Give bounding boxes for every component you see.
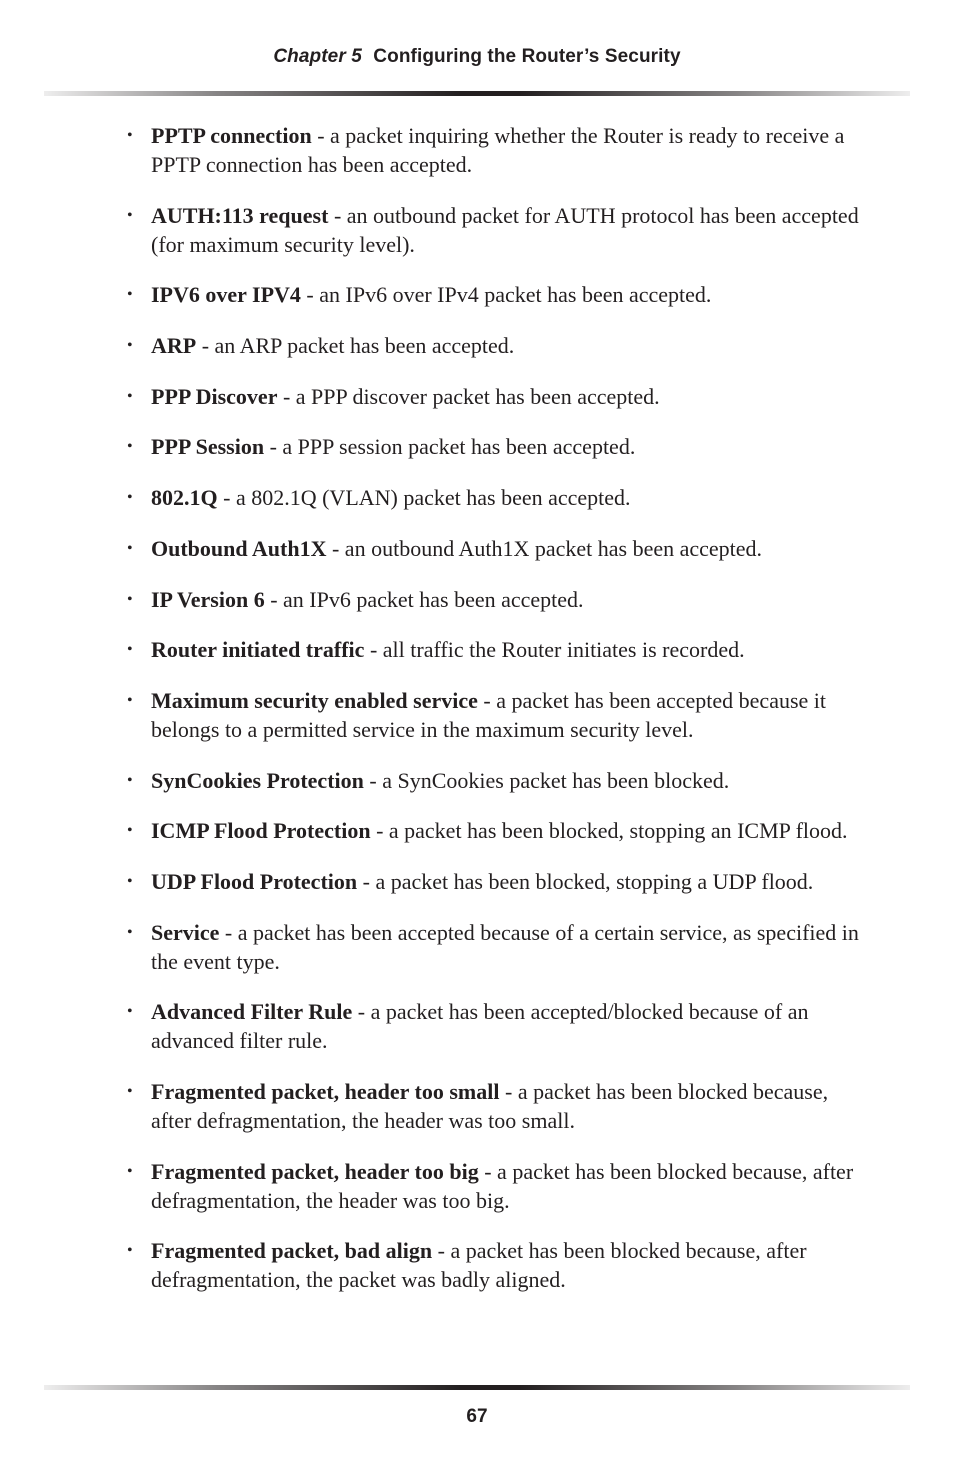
bullet-icon: •: [127, 923, 133, 941]
event-type-list: [127, 121, 872, 1294]
bullet-icon: •: [127, 872, 133, 890]
item-term: PPP Discover: [151, 383, 278, 409]
list-item: [127, 816, 872, 845]
item-term: Advanced Filter Rule: [151, 999, 353, 1025]
item-description: - an outbound Auth1X packet has been accepted.: [326, 535, 763, 561]
list-item: [127, 280, 872, 309]
item-description: - a packet has been blocked because, after defragmentation, the header was too small.: [151, 1079, 829, 1133]
item-description: - a 802.1Q (VLAN) packet has been accepted.: [217, 485, 631, 511]
bullet-icon: •: [127, 286, 133, 304]
item-description: - a PPP discover packet has been accepted.: [277, 383, 660, 409]
item-description: - an IPv6 packet has been accepted.: [264, 586, 584, 612]
bullet-icon: •: [127, 387, 133, 405]
item-term: PPTP connection: [151, 123, 312, 148]
bullet-icon: •: [127, 337, 133, 355]
item-term: ARP: [151, 333, 197, 359]
item-description: - a PPP session packet has been accepted.: [264, 434, 636, 460]
item-description: - a packet has been blocked because, after defragmentation, the packet was badly aligned.: [151, 1238, 807, 1293]
item-term: ICMP Flood Protection: [151, 818, 371, 844]
item-description: - a packet has been blocked, stopping an ICMP flood.: [370, 818, 848, 844]
bullet-icon: •: [127, 1162, 133, 1180]
bullet-icon: •: [127, 1003, 133, 1021]
item-term: Fragmented packet, bad align: [151, 1238, 433, 1264]
chapter-label: Chapter 5: [273, 46, 362, 67]
item-description: - a packet has been blocked, stopping a UDP flood.: [357, 868, 814, 894]
bullet-icon: •: [127, 1242, 133, 1260]
item-description: - a packet has been accepted because it belongs to a permitted service in the maximum security level.: [151, 687, 827, 742]
bullet-icon: •: [127, 206, 133, 224]
item-description: - a packet has been blocked because, after defragmentation, the header was too big.: [151, 1158, 854, 1213]
item-description: - a packet has been accepted/blocked because of an advanced filter rule.: [151, 999, 809, 1054]
item-term: Outbound Auth1X: [151, 535, 327, 561]
bullet-icon: •: [127, 822, 133, 840]
header-rule: [44, 91, 910, 96]
bullet-icon: •: [127, 641, 133, 659]
list-item: [127, 121, 872, 179]
bullet-icon: •: [127, 771, 133, 789]
item-term: Maximum security enabled service: [151, 687, 478, 713]
item-term: PPP Session: [151, 434, 265, 460]
list-item: [127, 635, 872, 664]
item-term: Fragmented packet, header too big: [151, 1158, 479, 1184]
item-description: - a packet has been accepted because of a certain service, as specified in the event type.: [151, 919, 859, 974]
item-term: AUTH:113 request: [151, 202, 329, 228]
item-term: IP Version 6: [151, 586, 265, 612]
item-term: SynCookies Protection: [151, 767, 364, 793]
list-item: [127, 201, 872, 259]
item-description: - an ARP packet has been accepted.: [196, 333, 515, 359]
item-description: - a SynCookies packet has been blocked.: [363, 767, 730, 793]
item-term: Service: [151, 919, 220, 945]
list-item: [127, 997, 872, 1055]
item-term: UDP Flood Protection: [151, 868, 358, 894]
list-item: [127, 766, 872, 795]
bullet-icon: •: [127, 691, 133, 709]
item-description: - a packet inquiring whether the Router is ready to receive a PPTP connection has been accepted.: [151, 123, 845, 177]
item-description: - all traffic the Router initiates is recorded.: [364, 637, 745, 663]
list-item: [127, 918, 872, 976]
chapter-title: Configuring the Router’s Security: [373, 46, 681, 67]
page-number: 67: [466, 1406, 488, 1427]
bullet-icon: •: [127, 539, 133, 557]
item-description: - an outbound packet for AUTH protocol has been accepted (for maximum security level).: [151, 202, 859, 257]
bullet-icon: •: [127, 127, 133, 144]
list-item: [127, 585, 872, 614]
bullet-icon: •: [127, 489, 133, 507]
item-term: 802.1Q: [151, 485, 218, 511]
item-term: Fragmented packet, header too small: [151, 1079, 500, 1104]
bullet-icon: •: [127, 1083, 133, 1100]
item-description: - an IPv6 over IPv4 packet has been accepted.: [300, 282, 712, 308]
running-header: [0, 46, 954, 68]
list-item: [127, 534, 872, 563]
bullet-icon: •: [127, 438, 133, 456]
list-item: [127, 686, 872, 744]
footer-rule: [44, 1385, 910, 1390]
item-term: Router initiated traffic: [151, 637, 365, 663]
list-item: [127, 483, 872, 512]
list-item: [127, 432, 872, 461]
list-item: [127, 331, 872, 360]
list-item: [127, 382, 872, 411]
bullet-icon: •: [127, 590, 133, 608]
page-body: [127, 121, 872, 1316]
list-item: [127, 1157, 872, 1215]
list-item: [127, 1077, 872, 1135]
list-item: [127, 1236, 872, 1294]
list-item: [127, 867, 872, 896]
item-term: IPV6 over IPV4: [151, 282, 301, 308]
